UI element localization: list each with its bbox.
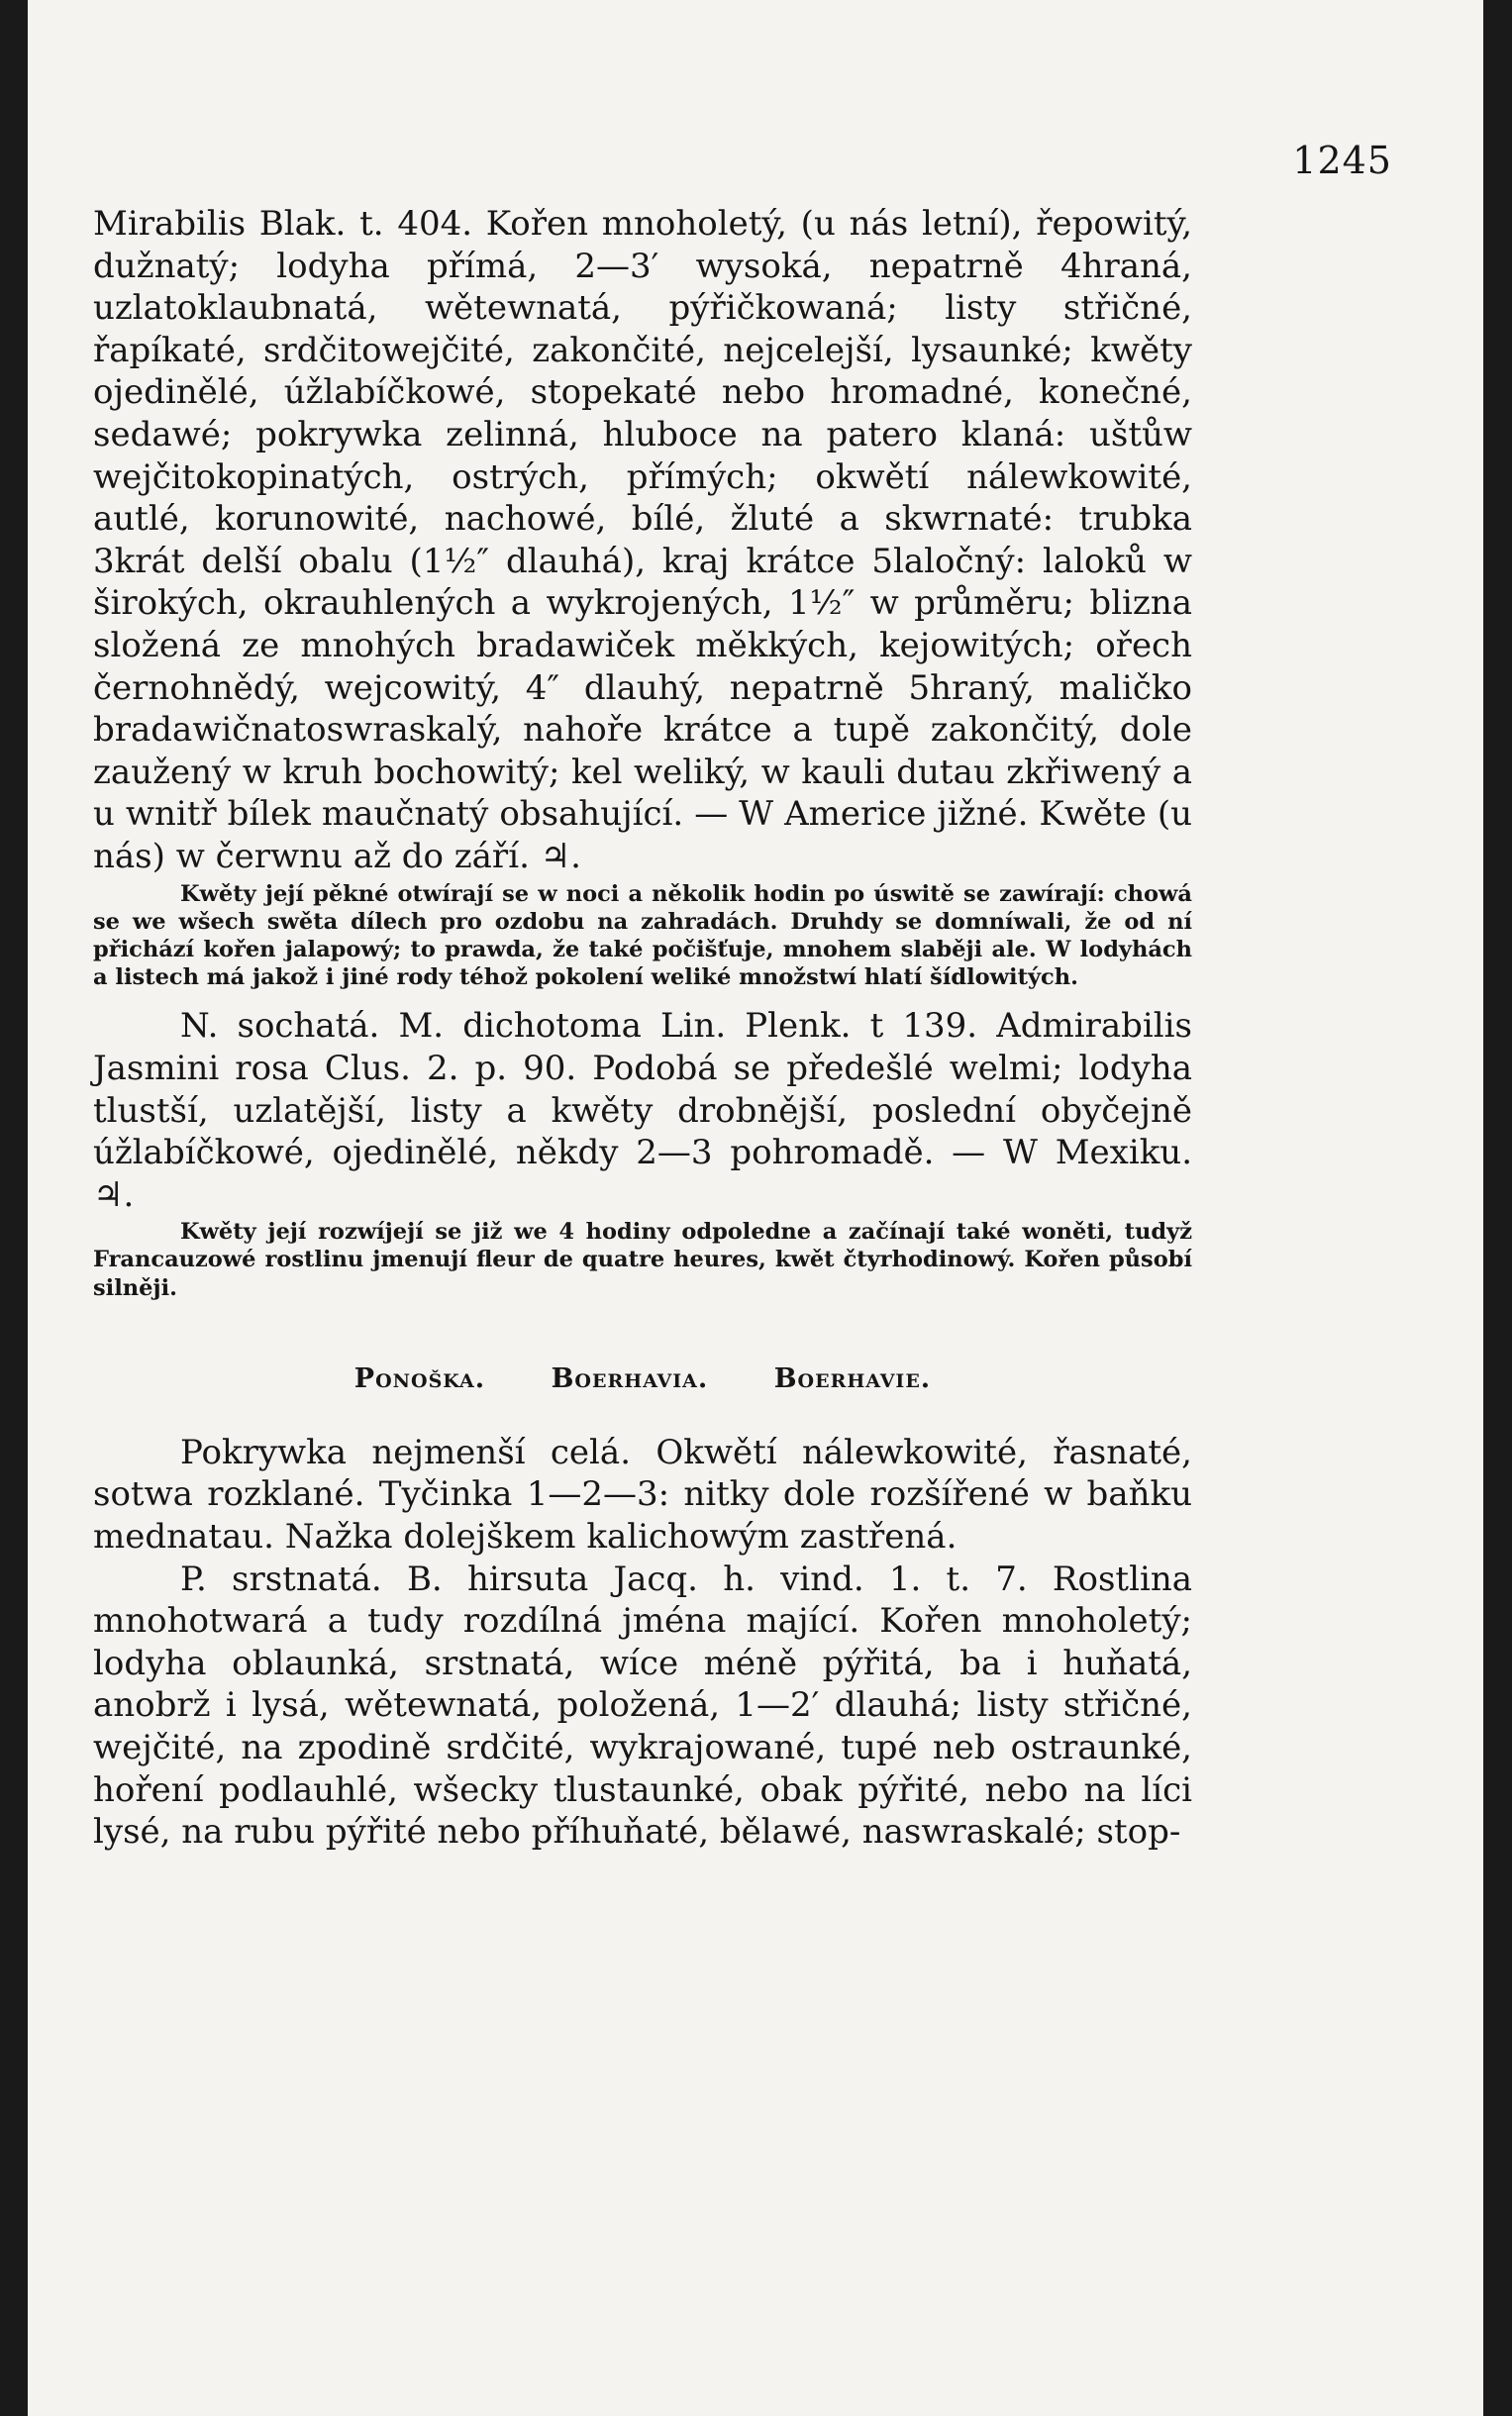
page — [28, 0, 1483, 2416]
text-block — [93, 203, 1192, 1854]
note-mirabilis-jalapa: Kwěty její pěkné otwírají se w noci a několik hodin po úswitě se zawírají: chowá se we wšech swěta dílech pro ozdobu na zahradách. Druhdy se domníwali, že od ní přichází kořen jalapowý; to prawda, že také počišťuje, mnohem slaběji ale. W lodyhách a listech má jakož i jiné rody téhož pokolení weliké množstwí hlatí šídlowitých. — [93, 880, 1192, 991]
paragraph-mirabilis-jalapa: Mirabilis Blak. t. 404. Kořen mnoholetý, (u nás letní), řepowitý, dužnatý; lodyha přímá, 2—3′ wysoká, nepatrně 4hraná, uzlatoklaubnatá, wětewnatá, pýřičkowaná; listy střičné, řapíkaté, srdčitowejčité, zakončité, nejcelejší, lysaunké; kwěty ojedinělé, úžlabíčkowé, stopekaté nebo hromadné, konečné, sedawé; pokrywka zelinná, hluboce na patero klaná: uštůw wejčitokopinatých, ostrých, přímých; okwětí nálewkowité, autlé, korunowité, nachowé, bílé, žluté a skwrnaté: trubka 3krát delší obalu (1½″ dlauhá), kraj krátce 5laločný: laloků w širokých, okrauhlených a wykrojených, 1½″ w průměru; blizna složená ze mnohých bradawiček měkkých, kejowitých; ořech černohnědý, wejcowitý, 4″ dlauhý, nepatrně 5hraný, maličko bradawičnatoswraskalý, nahoře krátce a tupě zakončitý, dole zaužený w kruh bochowitý; kel weliký, w kauli dutau zkřiwený a u wnitř bílek maučnatý obsahující. — W Americe jižné. Kwěte (u nás) w čerwnu až do září. ♃. — [93, 204, 1192, 876]
section-heading-boerhavia — [93, 1363, 1192, 1394]
heading-czech: Ponoška. — [353, 1362, 486, 1394]
paragraph-mirabilis-dichotoma: N. sochatá. M. dichotoma Lin. Plenk. t 139. Admirabilis Jasmini rosa Clus. 2. p. 90. Podobá se předešlé welmi; lodyha tlustší, uzlatější, listy a kwěty drobnější, poslední obyčejně úžlabíčkowé, ojedinělé, někdy 2—3 pohromadě. — W Mexiku. ♃. — [93, 1006, 1192, 1215]
note-mirabilis-dichotoma: Kwěty její rozwíjejí se již we 4 hodiny odpoledne a začínají také woněti, tudyž Francauzowé rostlinu jmenují fleur de quatre heures, kwět čtyrhodinowý. Kořen působí silněji. — [93, 1219, 1192, 1301]
paragraph-boerhavia-genus: Pokrywka nejmenší celá. Okwětí nálewkowité, řasnaté, sotwa rozklané. Tyčinka 1—2—3: nitky dole rozšířené w baňku mednatau. Nažka dolejškem kalichowým zastřená. — [93, 1432, 1192, 1558]
heading-vernacular: Boerhavie. — [773, 1362, 932, 1394]
page-number: 1245 — [1292, 139, 1392, 182]
paragraph-boerhavia-hirsuta: P. srstnatá. B. hirsuta Jacq. h. vind. 1. t. 7. Rostlina mnohotwará a tudy rozdílná jména mající. Kořen mnoholetý; lodyha oblaunká, srstnatá, wíce méně pýřitá, ba i huňatá, anobrž i lysá, wětewnatá, položená, 1—2′ dlauhá; listy střičné, wejčité, na zpodině srdčité, wykrajowané, tupé neb ostraunké, hoření podlauhlé, wšecky tlustaunké, obak pýřité, nebo na líci lysé, na rubu pýřité nebo příhuňaté, bělawé, naswraskalé; stop- — [93, 1559, 1192, 1853]
heading-latin: Boerhavia. — [551, 1362, 709, 1394]
